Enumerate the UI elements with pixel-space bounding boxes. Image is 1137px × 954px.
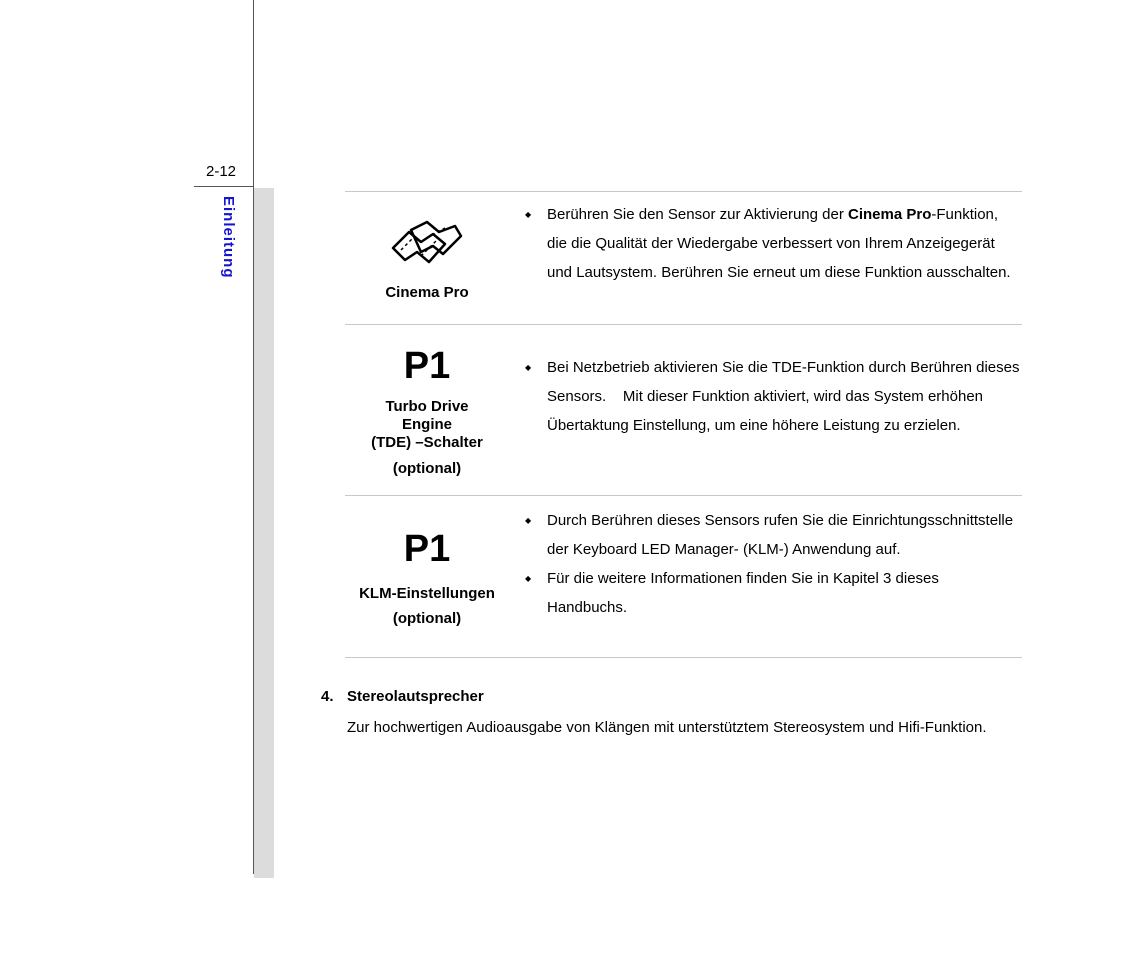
tde-bullets — [525, 353, 1022, 440]
section-stereo-speakers — [321, 688, 1023, 740]
section-body: Zur hochwertigen Audioausgabe von Klängen mit unterstütztem Stereosystem und Hifi-Funktion. — [347, 719, 987, 736]
p1-icon: P1 — [403, 527, 451, 570]
page-number: 2-12 — [206, 163, 237, 180]
tde-optional-note: (optional) — [392, 459, 462, 477]
chapter-tab-bar — [254, 188, 274, 878]
cinema-pro-icon — [387, 220, 467, 270]
page-number-rule — [194, 186, 254, 187]
list-item: ◆ Bei Netzbetrieb aktivieren Sie die TDE-Funktion durch Berühren dieses Sensors. Mit dieser Funktion aktiviert, wird das System erhöhen Übertaktung Einstellung, um eine höhere Leistung zu erzielen. — [525, 353, 1022, 440]
chapter-title: Einleitung — [220, 196, 237, 279]
list-item: ◆ Für die weitere Informationen finden Sie in Kapitel 3 dieses Handbuchs. — [525, 564, 1022, 622]
bold-term: Cinema Pro — [848, 206, 932, 223]
klm-bullets — [525, 506, 1022, 622]
section-number: 4. — [321, 688, 334, 705]
klm-label-cell — [345, 496, 509, 657]
list-item: ◆ Berühren Sie den Sensor zur Aktivierung der Cinema Pro-Funktion, die die Qualität der Wiedergabe verbessert von Ihrem Anzeigegerät und Lautsystem. Berühren Sie erneut um diese Funktion ausschalten. — [525, 200, 1022, 287]
table-row-klm — [345, 496, 1022, 658]
klm-title: KLM-Einstellungen — [359, 584, 495, 602]
table-row-tde — [345, 325, 1022, 496]
cinema-pro-title: Cinema Pro — [385, 283, 469, 301]
section-heading — [321, 688, 1023, 705]
tde-title: Turbo Drive Engine (TDE) –Schalter — [371, 397, 483, 451]
cinema-pro-label-cell — [345, 192, 509, 324]
table-row-cinema-pro — [345, 192, 1022, 325]
p1-icon: P1 — [403, 344, 451, 387]
list-item: ◆ Durch Berühren dieses Sensors rufen Sie die Einrichtungsschnittstelle der Keyboard LED Manager- (KLM-) Anwendung auf. — [525, 506, 1022, 564]
section-title: Stereolautsprecher — [347, 688, 484, 705]
klm-optional-note: (optional) — [392, 609, 462, 627]
tde-label-cell — [345, 325, 509, 495]
sensor-table — [345, 191, 1022, 658]
cinema-pro-bullets — [525, 200, 1022, 287]
